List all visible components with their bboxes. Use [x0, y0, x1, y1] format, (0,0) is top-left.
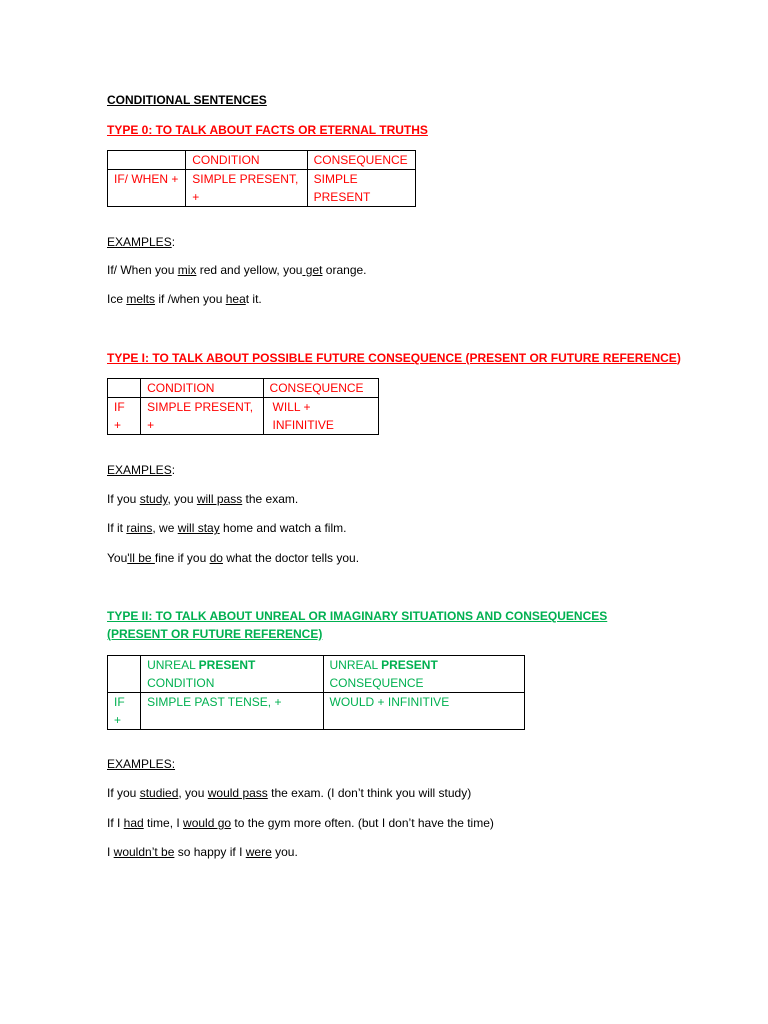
table-cell: WILL + INFINITIVE — [263, 398, 378, 435]
table-cell: CONSEQUENCE — [307, 151, 415, 170]
table-cell: CONDITION — [186, 151, 307, 170]
example-sentence: If you study, you will pass the exam. — [107, 492, 299, 506]
type0-table — [107, 150, 416, 207]
table-cell: UNREAL PRESENT CONSEQUENCE — [323, 656, 524, 693]
example-sentence: Ice melts if /when you heat it. — [107, 292, 262, 306]
example-sentence: I wouldn’t be so happy if I were you. — [107, 845, 298, 859]
table-header-row — [108, 151, 416, 170]
table-cell: SIMPLE PRESENT, + — [141, 398, 263, 435]
table-cell: SIMPLE PRESENT, + — [186, 170, 307, 207]
example-sentence: If/ When you mix red and yellow, you get orange. — [107, 263, 367, 277]
table-cell: IF + — [108, 398, 141, 435]
table-cell: SIMPLE PRESENT — [307, 170, 415, 207]
type2-table — [107, 655, 525, 730]
table-row — [108, 693, 525, 730]
table-cell: WOULD + INFINITIVE — [323, 693, 524, 730]
example-sentence: If you studied, you would pass the exam. (I don’t think you will study) — [107, 786, 472, 800]
table-cell — [108, 656, 141, 693]
example-sentence: If it rains, we will stay home and watch a film. — [107, 521, 347, 535]
type1-heading: TYPE I: TO TALK ABOUT POSSIBLE FUTURE CONSEQUENCE (PRESENT OR FUTURE REFERENCE) — [107, 351, 681, 365]
table-cell — [108, 151, 186, 170]
table-cell: CONDITION — [141, 379, 263, 398]
document-title: CONDITIONAL SENTENCES — [107, 93, 267, 107]
examples-label: EXAMPLES: — [107, 463, 176, 477]
examples-label: EXAMPLES: — [107, 235, 176, 249]
table-cell: UNREAL PRESENT CONDITION — [141, 656, 323, 693]
table-cell: CONSEQUENCE — [263, 379, 378, 398]
examples-label: EXAMPLES: — [107, 757, 176, 771]
example-sentence: If I had time, I would go to the gym more often. (but I don’t have the time) — [107, 816, 494, 830]
table-cell: IF + — [108, 693, 141, 730]
table-row — [108, 398, 379, 435]
table-cell — [108, 379, 141, 398]
table-header-row — [108, 656, 525, 693]
table-cell: SIMPLE PAST TENSE, + — [141, 693, 323, 730]
type2-heading: TYPE II: TO TALK ABOUT UNREAL OR IMAGINARY SITUATIONS AND CONSEQUENCES (PRESENT OR FUTURE REFERENCE) — [107, 609, 608, 641]
table-row — [108, 170, 416, 207]
example-sentence: You'll be fine if you do what the doctor tells you. — [107, 551, 360, 565]
table-cell: IF/ WHEN + — [108, 170, 186, 207]
table-header-row — [108, 379, 379, 398]
type0-heading: TYPE 0: TO TALK ABOUT FACTS OR ETERNAL TRUTHS — [107, 123, 428, 137]
type1-table — [107, 378, 379, 435]
